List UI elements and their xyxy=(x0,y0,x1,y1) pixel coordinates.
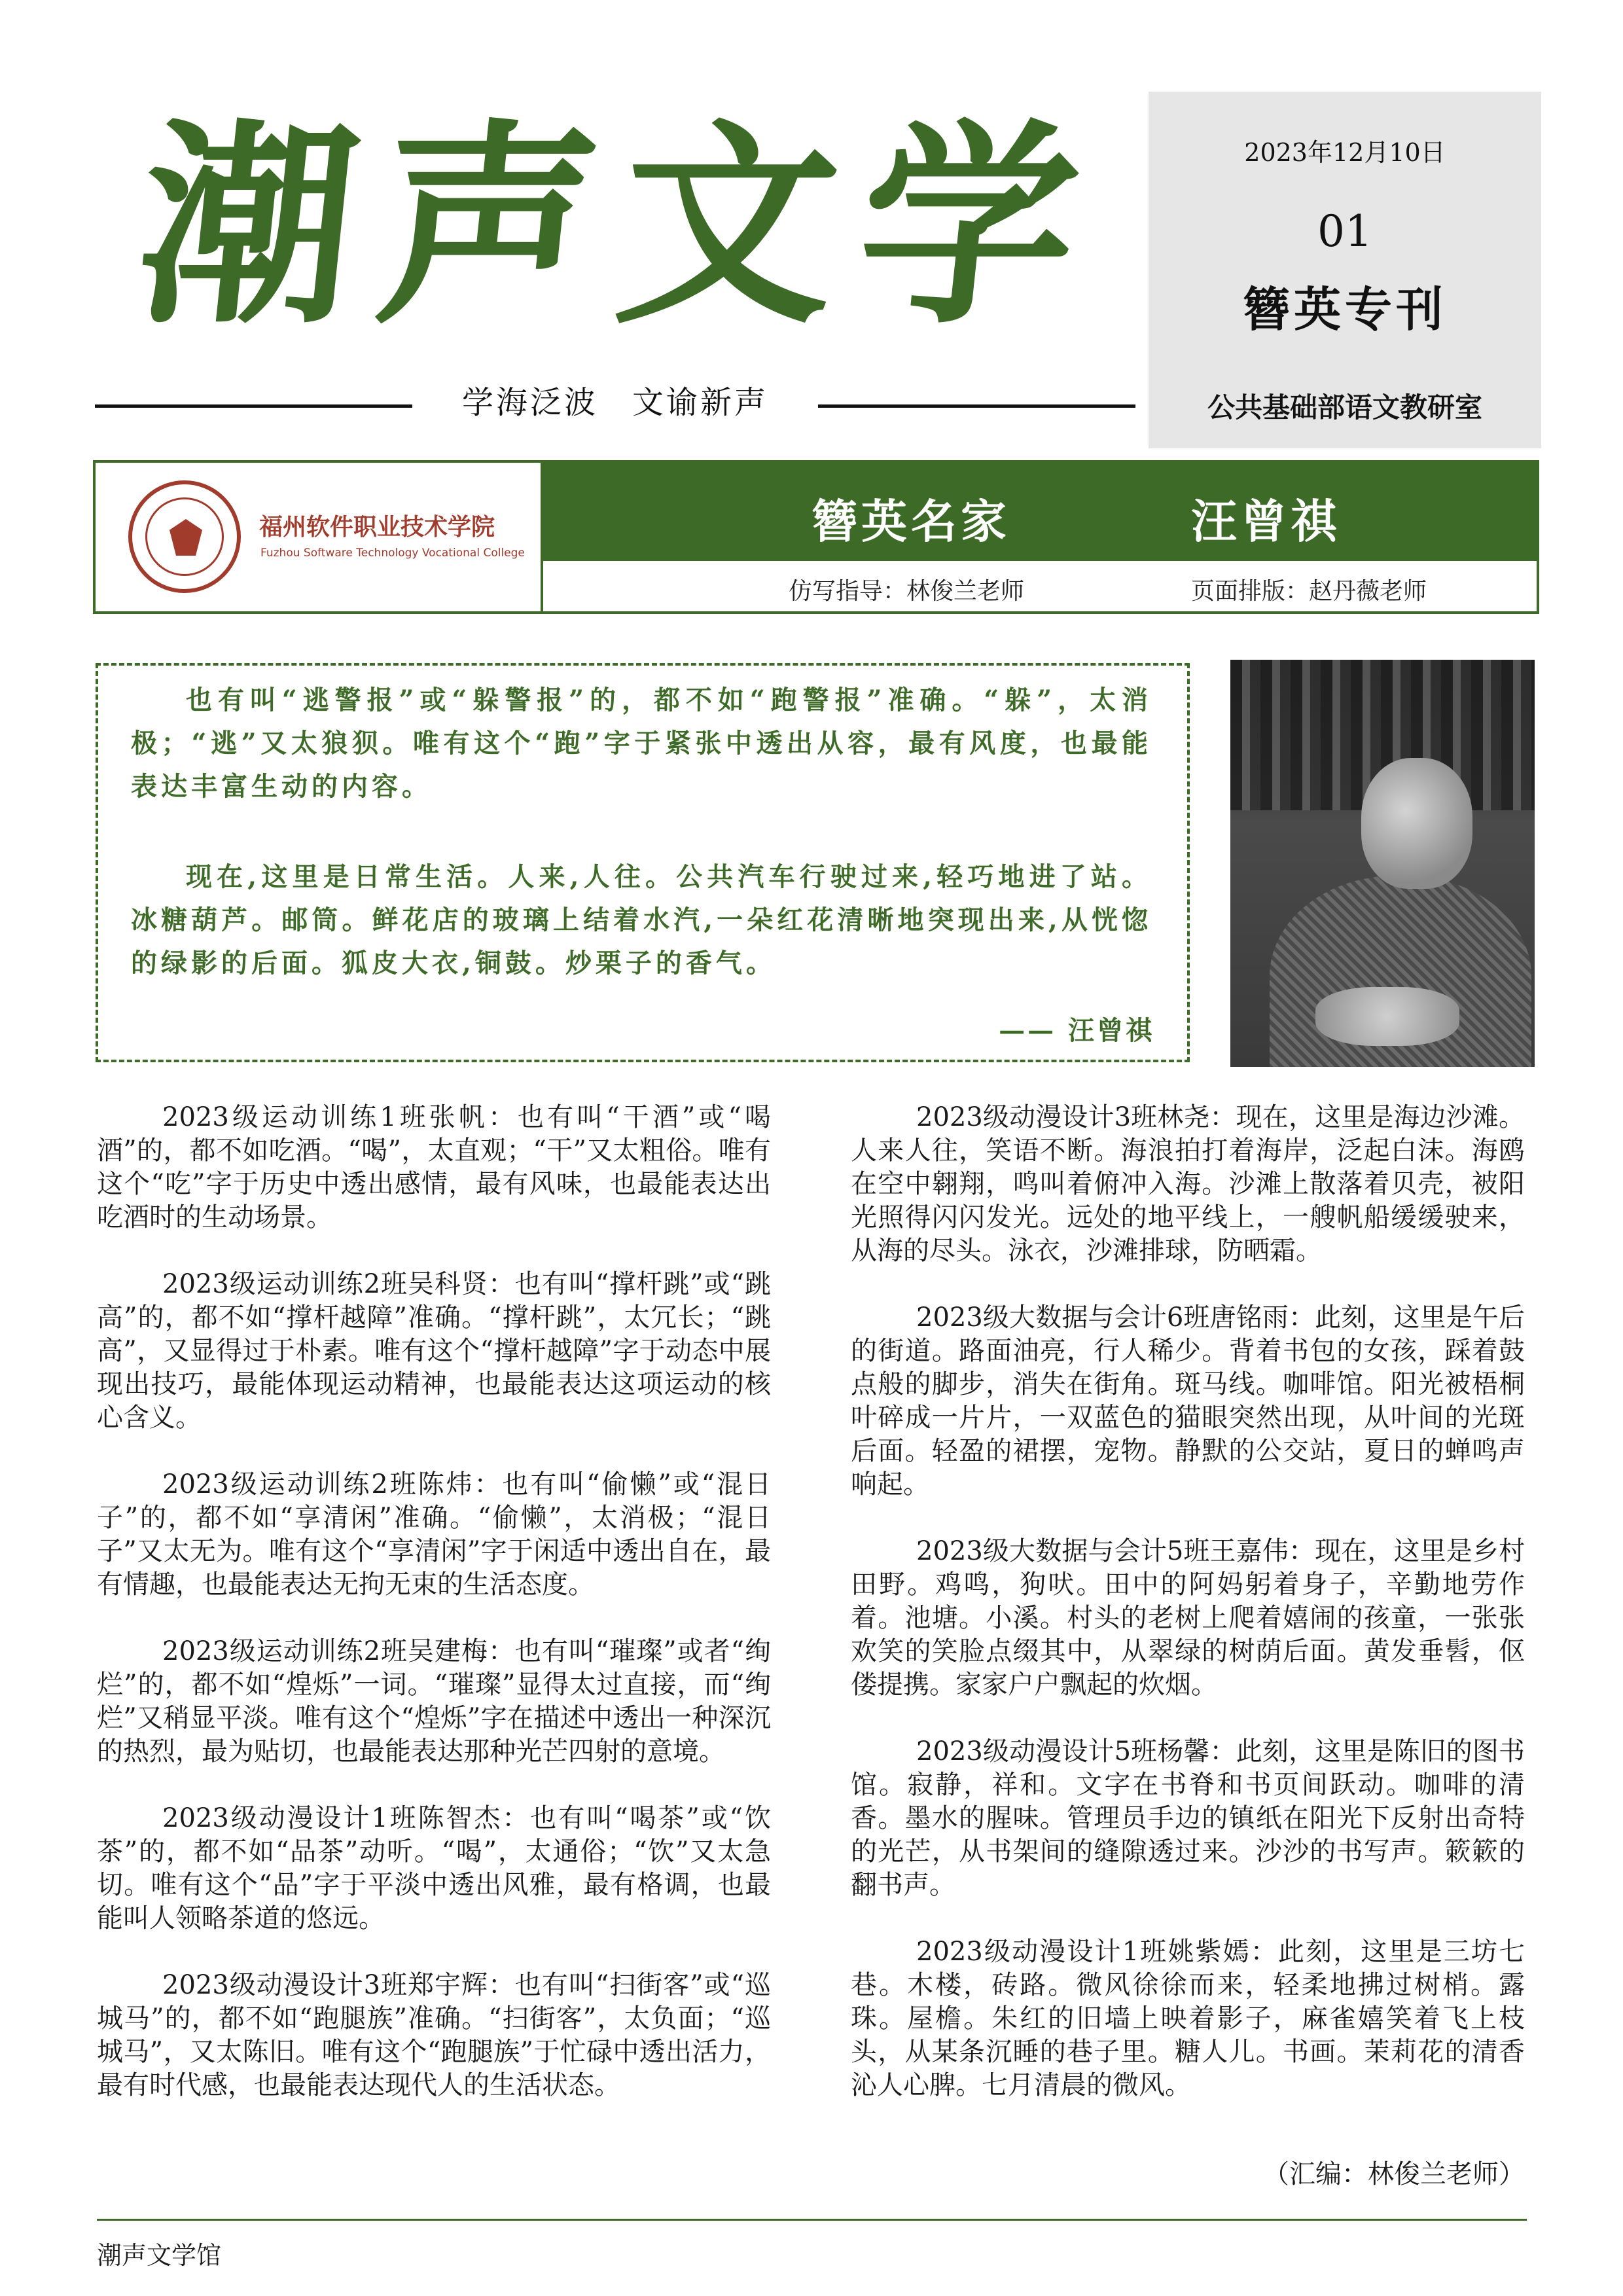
title-char: 学 xyxy=(847,99,1090,353)
issue-info-box xyxy=(1149,92,1541,448)
title-char: 文 xyxy=(607,99,850,353)
student-article: 2023级大数据与会计5班王嘉伟：现在，这里是乡村田野。鸡鸣，狗吠。田中的阿妈躬着身子，辛勤地劳作着。池塘。小溪。村头的老树上爬着嬉闹的孩童，一张张欢笑的笑脸点缀其中，从翠绿的树荫后面。黄发垂髫，伛偻提携。家家户户飘起的炊烟。 xyxy=(851,1536,1525,1700)
banner-credits xyxy=(543,561,1537,611)
seal-emblem-icon xyxy=(169,519,202,556)
author-portrait xyxy=(1230,660,1535,1067)
quote-signature: —— 汪曾祺 xyxy=(999,1015,1154,1046)
student-article: 2023级运动训练2班吴科贤：也有叫“撑杆跳”或“跳高”的，都不如“撑杆越障”准确。“撑杆跳”，太冗长；“跳高”，又显得过于朴素。唯有这个“撑杆越障”字于动态中展现出技巧，最能体现运动精神，也最能表达这项运动的核心含义。 xyxy=(97,1269,771,1433)
department: 公共基础部语文教研室 xyxy=(1207,391,1482,423)
footer-text: 潮声文学馆 xyxy=(97,2241,222,2270)
student-article: 2023级动漫设计1班陈智杰：也有叫“喝茶”或“饮茶”的，都不如“品茶”动听。“喝”，太通俗；“饮”又太急切。唯有这个“品”字于平淡中透出风雅，最有格调，也最能叫人领略茶道的悠远。 xyxy=(97,1803,771,1933)
editor-credit: （汇编：林俊兰老师） xyxy=(1263,2159,1525,2189)
student-article: 2023级运动训练1班张帆：也有叫“干酒”或“喝酒”的，都不如吃酒。“喝”，太直观；“干”又太粗俗。唯有这个“吃”字于历史中透出感情，最有风味，也最能表达出吃酒时的生动场景。 xyxy=(97,1102,771,1232)
guidance-credit: 仿写指导：林俊兰老师 xyxy=(789,578,1025,605)
masthead-title xyxy=(128,98,1090,353)
student-article: 2023级动漫设计1班姚紫嫣：此刻，这里是三坊七巷。木楼，砖路。微风徐徐而来，轻柔地拂过树梢。露珠。屋檐。朱红的旧墙上映着影子，麻雀嬉笑着飞上枝头，从某条沉睡的巷子里。糖人儿。书画。茉莉花的清香沁人心脾。七月清晨的微风。 xyxy=(851,1937,1525,2100)
college-name-cn: 福州软件职业技术学院 xyxy=(259,514,495,541)
divider xyxy=(95,404,412,408)
issue-date: 2023年12月10日 xyxy=(1244,138,1446,167)
divider xyxy=(818,404,1135,408)
footer-divider xyxy=(97,2219,1527,2221)
issue-number: 01 xyxy=(1317,206,1372,257)
student-article: 2023级动漫设计3班郑宇辉：也有叫“扫街客”或“巡城马”的，都不如“跑腿族”准确。“扫街客”，太负面；“巡城马”，又太陈旧。唯有这个“跑腿族”于忙碌中透出活力，最有时代感，也最能表达现代人的生活状态。 xyxy=(97,1970,771,2100)
section-banner xyxy=(93,460,1539,614)
left-column xyxy=(97,1101,771,2136)
slogan-row xyxy=(95,383,1135,422)
student-article: 2023级大数据与会计6班唐铭雨：此刻，这里是午后的街道。路面油亮，行人稀少。背着书包的女孩，踩着鼓点般的脚步，消失在街角。斑马线。咖啡馆。阳光被梧桐叶碎成一片片，一双蓝色的猫眼突然出现，从叶间的光斑后面。轻盈的裙摆，宠物。静默的公交站，夏日的蝉鸣声响起。 xyxy=(851,1302,1525,1499)
featured-author: 汪曾祺 xyxy=(1191,494,1340,548)
featured-quote xyxy=(96,663,1190,1062)
right-column xyxy=(851,1101,1525,2136)
special-edition-title: 簪英专刊 xyxy=(1242,281,1447,337)
title-char: 声 xyxy=(367,99,611,353)
title-char: 潮 xyxy=(127,99,370,353)
student-article: 2023级运动训练2班陈炜：也有叫“偷懒”或“混日子”的，都不如“享清闲”准确。“偷懒”，太消极；“混日子”又太无为。唯有这个“享清闲”字于闲适中透出自在，最有情趣，也最能表达无拘无束的生活态度。 xyxy=(97,1469,771,1600)
college-name-en: Fuzhou Software Technology Vocational College xyxy=(260,547,525,560)
portrait-head xyxy=(1361,758,1472,889)
banner-heading xyxy=(543,463,1537,561)
slogan: 学海泛波 文谕新声 xyxy=(461,384,768,421)
college-seal-icon xyxy=(128,480,241,593)
portrait-hands xyxy=(1315,987,1459,1046)
quote-paragraph: 现在,这里是日常生活。人来,人往。公共汽车行驶过来,轻巧地进了站。冰糖葫芦。邮筒。鲜花店的玻璃上结着水汽,一朵红花清晰地突现出来,从恍惚的绿影的后面。狐皮大衣,铜鼓。炒栗子的香气。 xyxy=(131,861,1152,978)
layout-credit: 页面排版：赵丹薇老师 xyxy=(1191,578,1427,605)
section-name: 簪英名家 xyxy=(812,494,1010,548)
seal-inner-ring xyxy=(145,497,224,576)
quote-paragraph: 也有叫“逃警报”或“躲警报”的，都不如“跑警报”准确。“躲”，太消极；“逃”又太狼狈。唯有这个“跑”字于紧张中透出从容，最有风度，也最能表达丰富生动的内容。 xyxy=(131,685,1152,802)
college-logo-area xyxy=(96,463,543,611)
student-article: 2023级动漫设计3班林尧：现在，这里是海边沙滩。人来人往，笑语不断。海浪拍打着海岸，泛起白沫。海鸥在空中翱翔，鸣叫着俯冲入海。沙滩上散落着贝壳，被阳光照得闪闪发光。远处的地平线上，一艘帆船缓缓驶来，从海的尽头。泳衣，沙滩排球，防晒霜。 xyxy=(851,1102,1525,1266)
student-article: 2023级动漫设计5班杨馨：此刻，这里是陈旧的图书馆。寂静，祥和。文字在书脊和书页间跃动。咖啡的清香。墨水的腥味。管理员手边的镇纸在阳光下反射出奇特的光芒，从书架间的缝隙透过来。沙沙的书写声。簌簌的翻书声。 xyxy=(851,1736,1525,1900)
student-article: 2023级运动训练2班吴建梅：也有叫“璀璨”或者“绚烂”的，都不如“煌烁”一词。“璀璨”显得太过直接，而“绚烂”又稍显平淡。唯有这个“煌烁”字在描述中透出一种深沉的热烈，最为贴切，也最能表达那种光芒四射的意境。 xyxy=(97,1636,771,1767)
